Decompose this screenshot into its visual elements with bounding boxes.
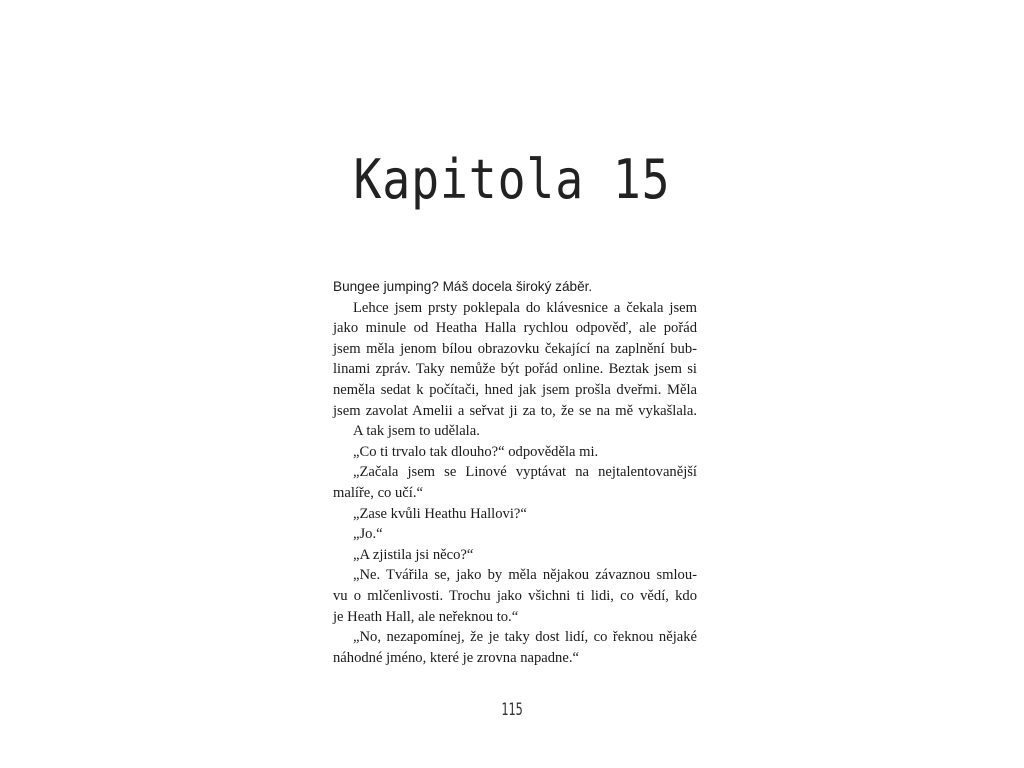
text-line: „A zjistila jsi něco?“ [353, 546, 474, 563]
text-line: malíře, co učí.“ [333, 484, 423, 501]
text-line: neměla sedat k počítači, hned jak jsem prošla dveřmi. Měla [333, 381, 697, 398]
text-line: „Začala jsem se Linové vyptávat na nejtalentovanější [353, 464, 697, 481]
text-line: náhodné jméno, které je zrovna napadne.“ [333, 649, 579, 666]
text-line: „Co ti trvalo tak dlouho?“ odpověděla mi. [353, 443, 599, 460]
text-line: „Ne. Tvářila se, jako by měla nějakou závaznou smlou- [353, 567, 697, 584]
chapter-title: Kapitola 15 [353, 148, 671, 211]
text-line: jsem zavolat Amelii a seřvat ji za to, že se na mě vykašlala. [333, 402, 697, 419]
text-line: vu o mlčenlivosti. Trochu jako všichni ti lidi, co vědí, kdo [333, 587, 697, 604]
text-line: „Jo.“ [353, 526, 383, 543]
page-number: 115 [501, 700, 523, 720]
text-line: „Zase kvůli Heathu Hallovi?“ [353, 505, 527, 522]
text-line: jsem měla jenom bílou obrazovku čekající na zaplnění bub- [333, 340, 697, 357]
text-line: Lehce jsem prsty poklepala do klávesnice a čekala jsem [353, 299, 697, 316]
text-line: „No, nezapomínej, že je taky dost lidí, co řeknou nějaké [353, 629, 697, 646]
subheading: Bungee jumping? Máš docela široký záběr. [333, 279, 593, 294]
text-line: jako minule od Heatha Halla rychlou odpověď, ale pořád [333, 320, 697, 337]
paragraph-lines [333, 298, 697, 669]
text-line: A tak jsem to udělala. [353, 423, 480, 440]
text-line: je Heath Hall, ale neřeknou to.“ [333, 608, 519, 625]
body-text [333, 277, 697, 668]
text-line: linami zpráv. Taky nemůže být pořád online. Beztak jsem si [333, 361, 697, 378]
